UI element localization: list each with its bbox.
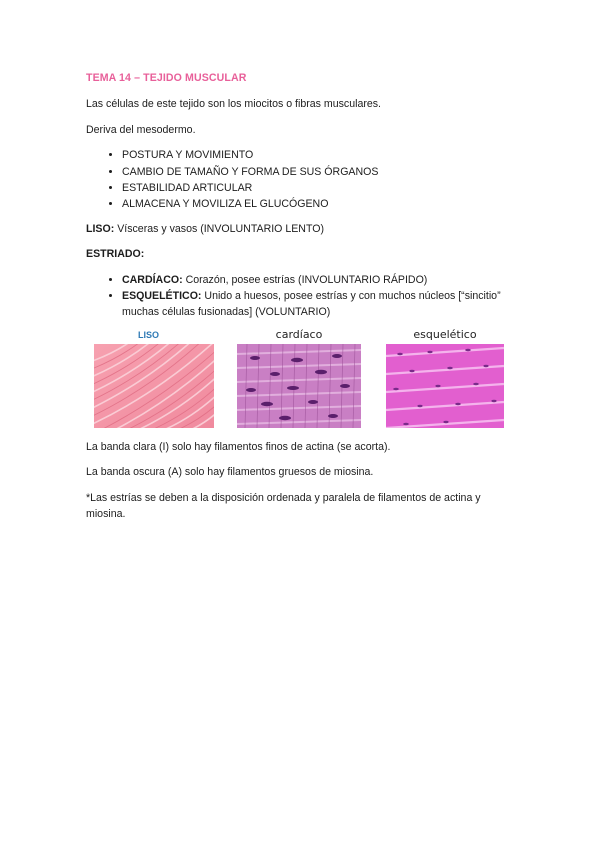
banda-oscura-paragraph: La banda oscura (A) solo hay filamentos gruesos de miosina. bbox=[86, 466, 374, 479]
functions-list bbox=[86, 147, 516, 213]
tissue-figures bbox=[86, 329, 516, 429]
origin-paragraph: Deriva del mesodermo. bbox=[86, 123, 196, 136]
liso-text: Vísceras y vasos (INVOLUNTARIO LENTO) bbox=[114, 222, 325, 235]
nota-paragraph: *Las estrías se deben a la disposición ordenada y paralela de filamentos de actina y miosina. bbox=[86, 491, 481, 521]
figure-caption: esquelético bbox=[413, 327, 477, 341]
intro-paragraph: Las células de este tejido son los miocitos o fibras musculares. bbox=[86, 98, 382, 111]
smooth-muscle-image bbox=[94, 344, 214, 428]
estriado-heading bbox=[86, 246, 516, 262]
list-item: • POSTURA Y MOVIMIENTO bbox=[122, 147, 516, 163]
list-item-cardiaco bbox=[122, 272, 516, 288]
cardiaco-text: Corazón, posee estrías (INVOLUNTARIO RÁPIDO) bbox=[182, 273, 428, 286]
figure-caption: cardíaco bbox=[275, 327, 323, 341]
cardiac-muscle-image bbox=[237, 344, 361, 428]
estriado-list bbox=[86, 272, 516, 321]
document-page bbox=[86, 70, 516, 532]
page-title: TEMA 14 – TEJIDO MUSCULAR bbox=[86, 72, 247, 84]
list-item: • CAMBIO DE TAMAÑO Y FORMA DE SUS ÓRGANOS bbox=[122, 164, 516, 180]
esqueletico-text: Unido a huesos, posee estrías y con muchos núcleos [“sincitio” muchas células fusionadas] (VOLUNTARIO) bbox=[122, 290, 501, 319]
banda-clara-paragraph: La banda clara (I) solo hay filamentos finos de actina (se acorta). bbox=[86, 440, 391, 453]
list-item: • ESTABILIDAD ARTICULAR bbox=[122, 180, 516, 196]
cardiaco-label: CARDÍACO: bbox=[122, 273, 183, 286]
smooth-muscle-svg bbox=[94, 344, 214, 428]
skeletal-muscle-svg bbox=[386, 344, 504, 428]
esqueletico-label: ESQUELÉTICO: bbox=[122, 290, 202, 303]
estriado-label: ESTRIADO: bbox=[86, 248, 145, 261]
cardiac-muscle-svg bbox=[237, 344, 361, 428]
list-item: • ALMACENA Y MOVILIZA EL GLUCÓGENO bbox=[122, 196, 516, 212]
skeletal-muscle-image bbox=[386, 344, 504, 428]
liso-label: LISO: bbox=[86, 222, 115, 235]
liso-paragraph bbox=[86, 221, 516, 237]
list-item-esqueletico bbox=[122, 288, 516, 321]
figure-caption: LISO bbox=[138, 329, 160, 340]
